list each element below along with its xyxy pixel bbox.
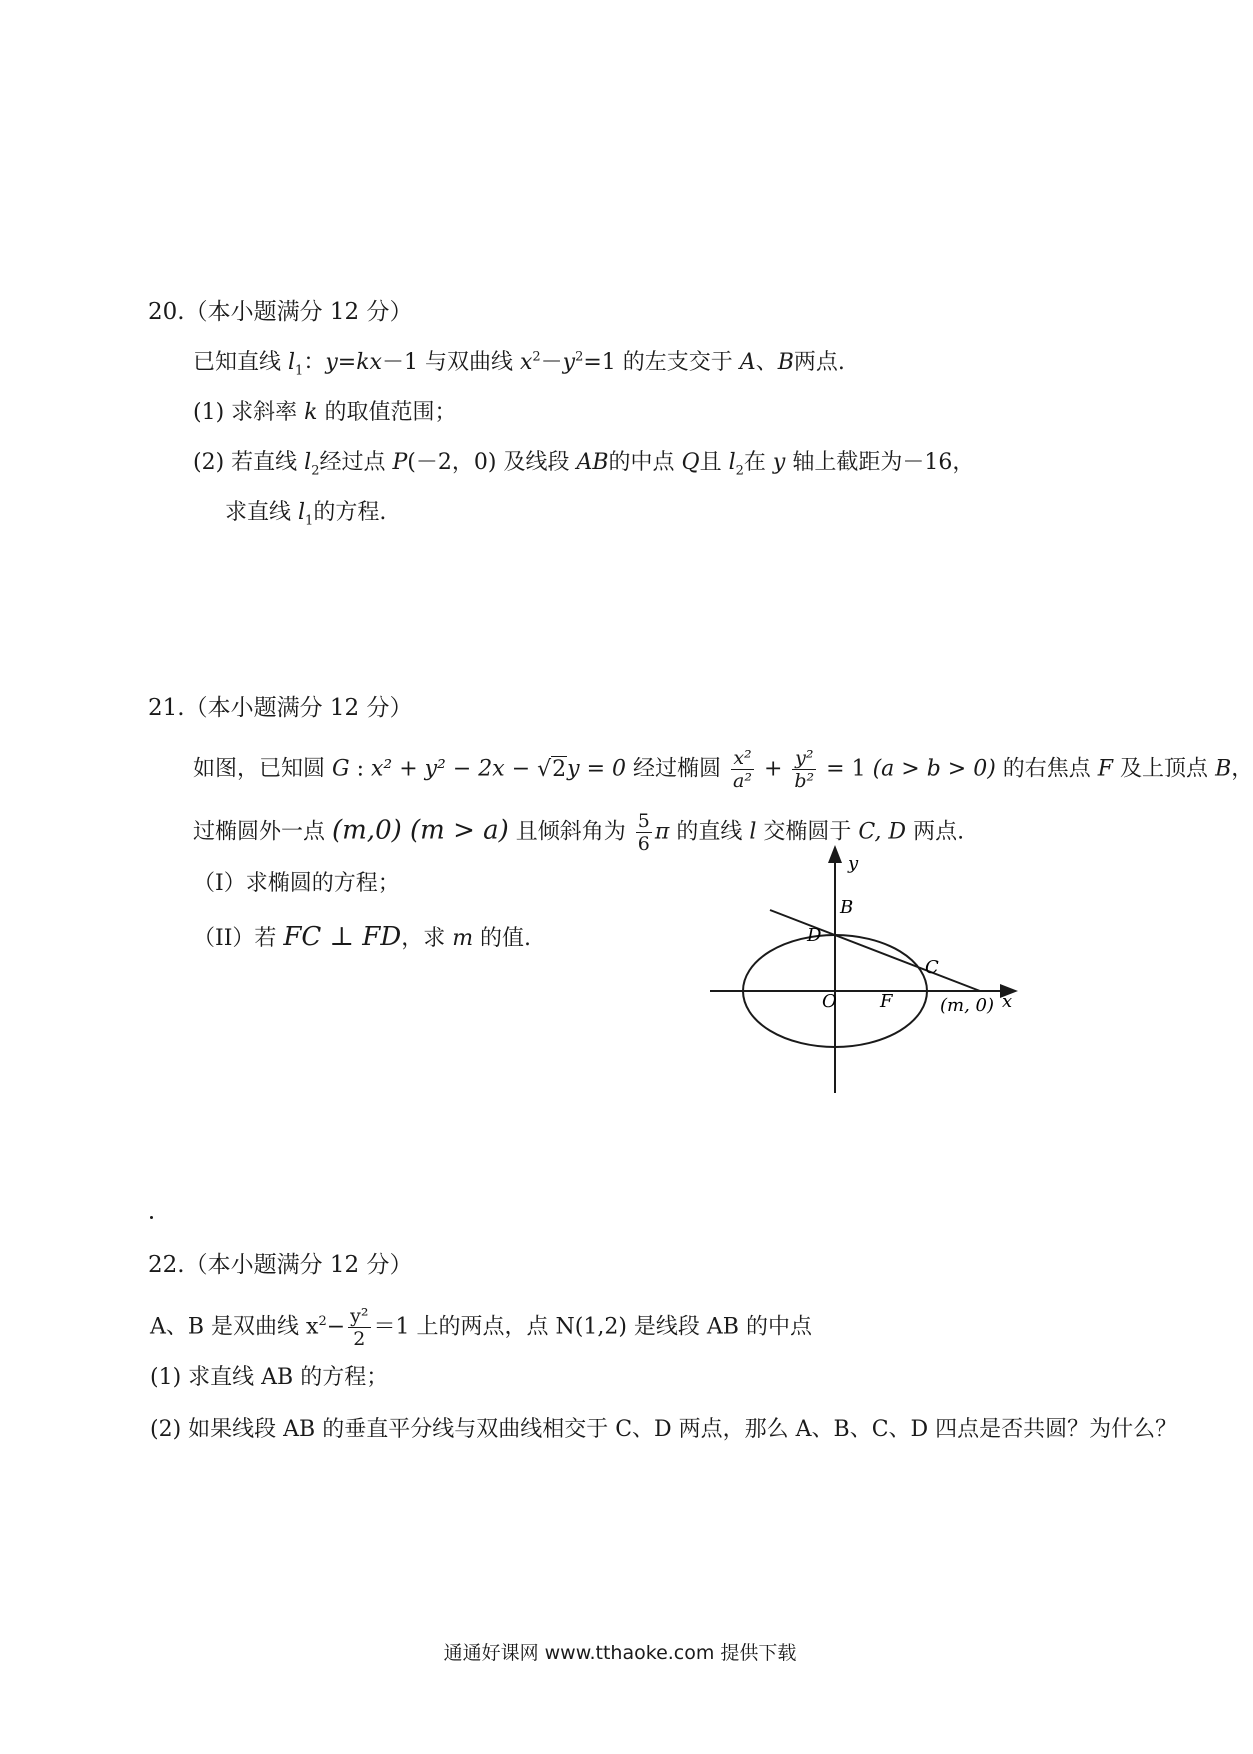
q22-title: 22.（本小题满分 12 分） xyxy=(148,1252,413,1278)
line-l xyxy=(770,910,980,991)
fraction-y2-2: $\frac{\text{y²}}{2}$ xyxy=(350,1305,369,1350)
ellipse-figure xyxy=(700,845,1020,1115)
label-C: C xyxy=(925,957,939,978)
q20-part2-continued: 求直线 $l_1$的方程. xyxy=(225,500,387,529)
axis-label-y: y xyxy=(848,853,859,874)
label-O: O xyxy=(822,991,837,1012)
q20-part1: (1) 求斜率 k 的取值范围； xyxy=(193,400,457,425)
sqrt-two: √2 xyxy=(537,756,567,782)
stray-dot xyxy=(150,1216,153,1219)
q20-part2: (2) 若直线 $l_2$经过点 P(－2，0) 及线段 AB的中点 Q且 $l_2$在 y 轴上截距为－16， xyxy=(193,450,975,479)
q22-statement: A、B 是双曲线 $x^2-$ $\frac{\text{y²}}{2}$ ＝1 上的两点，点 N(1,2) 是线段 AB 的中点 xyxy=(150,1305,812,1350)
fraction-5-6: $\frac{5}{6}$ xyxy=(637,810,650,855)
q21-part2: （II）若 FC ⊥ FD，求 m 的值. xyxy=(193,922,532,952)
axis-label-x: x xyxy=(1002,991,1013,1012)
q21-title: 21.（本小题满分 12 分） xyxy=(148,695,413,721)
q21-statement: 如图，已知圆 G : x² + y² − 2x − √2y = 0 经过椭圆 $\frac{\text{x²}}{\text{a²}}$ + $\frac{\text{y²}}{\text{b²}}$ = 1 (a > b > 0) 的右焦点 F 及上顶点 B， xyxy=(193,747,1253,792)
q21-statement-line2: 过椭圆外一点 (m,0) (m > a) 且倾斜角为 $\frac{5}{6}$ π 的直线 l 交椭圆于 C, D 两点. xyxy=(193,810,965,855)
label-B: B xyxy=(840,897,854,918)
label-m0: (m, 0) xyxy=(940,995,995,1016)
q20-title: 20.（本小题满分 12 分） xyxy=(148,299,413,325)
fraction-y2-b2: $\frac{\text{y²}}{\text{b²}}$ xyxy=(794,747,815,792)
q22-part2: (2) 如果线段 AB 的垂直平分线与双曲线相交于 C、D 两点，那么 A、B、C、D 四点是否共圆？为什么？ xyxy=(150,1417,1178,1442)
q21-part1: （I）求椭圆的方程； xyxy=(193,871,400,896)
q22-part1: (1) 求直线 AB 的方程； xyxy=(150,1365,389,1390)
label-F: F xyxy=(880,991,893,1012)
y-axis-arrow xyxy=(828,845,842,863)
fraction-x2-a2: $\frac{\text{x²}}{\text{a²}}$ xyxy=(733,747,752,792)
footer-text: 通通好课网 www.tthaoke.com 提供下载 xyxy=(443,1642,797,1664)
q20-statement: 已知直线 $l_1$：y=kx－1 与双曲线 $x^2-y^2=1$ 的左支交于 A、B两点. xyxy=(193,349,845,379)
label-D: D xyxy=(807,925,822,946)
